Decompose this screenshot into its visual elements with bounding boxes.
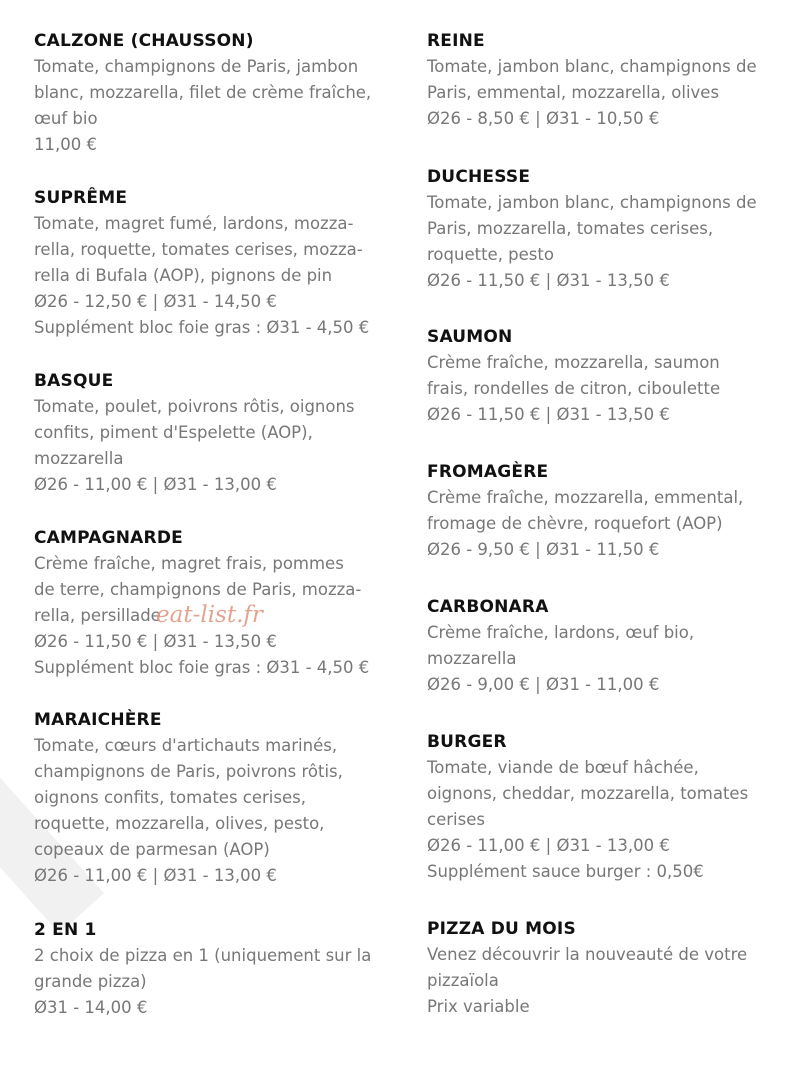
menu-item-name: DUCHESSE: [427, 167, 531, 187]
menu-item-description-line: Supplément bloc foie gras : Ø31 - 4,50 €: [34, 318, 370, 337]
menu-item-description-line: oignons, cheddar, mozzarella, tomates: [427, 784, 749, 803]
menu-item-description-line: mozzarella: [427, 649, 517, 668]
menu-item-description-line: Crème fraîche, lardons, œuf bio,: [427, 623, 695, 642]
menu-item-description-line: pizzaïola: [427, 971, 499, 990]
menu-item-name: BURGER: [427, 732, 507, 752]
menu-item: [34, 28, 394, 158]
menu-item: [34, 185, 394, 341]
menu-item-description-line: frais, rondelles de citron, ciboulette: [427, 379, 721, 398]
menu-item: [427, 916, 787, 1020]
watermark: eat-list.fr: [156, 602, 263, 628]
menu-item-name: CALZONE (CHAUSSON): [34, 31, 254, 51]
menu-item-description-line: Tomate, cœurs d'artichauts marinés,: [34, 736, 338, 755]
menu-item-description-line: Ø26 - 11,00 € | Ø31 - 13,00 €: [34, 475, 277, 494]
menu-item-description-line: Ø26 - 9,50 € | Ø31 - 11,50 €: [427, 540, 660, 559]
menu-item-description-line: mozzarella: [34, 449, 124, 468]
menu-item-description-line: rella, roquette, tomates cerises, mozza-: [34, 240, 363, 259]
menu-item-description-line: Venez découvrir la nouveauté de votre: [427, 945, 748, 964]
menu-item-description-line: Prix variable: [427, 997, 530, 1016]
menu-item-description-line: Tomate, viande de bœuf hâchée,: [427, 758, 699, 777]
menu-item-description-line: fromage de chèvre, roquefort (AOP): [427, 514, 723, 533]
menu-item-description-line: Ø26 - 12,50 € | Ø31 - 14,50 €: [34, 292, 277, 311]
menu-item: [427, 164, 787, 294]
menu-item-description-line: Ø26 - 8,50 € | Ø31 - 10,50 €: [427, 109, 660, 128]
menu-item-name: CAMPAGNARDE: [34, 528, 183, 548]
menu-item: [427, 324, 787, 428]
menu-item: [427, 594, 787, 698]
menu-item: [34, 368, 394, 498]
menu-item-description-line: rella, persillade: [34, 606, 161, 625]
menu-item-description-line: Ø26 - 11,00 € | Ø31 - 13,00 €: [427, 836, 670, 855]
menu-item-description-line: 2 choix de pizza en 1 (uniquement sur la: [34, 946, 372, 965]
menu-item-name: REINE: [427, 31, 485, 51]
menu-item-description-line: Paris, emmental, mozzarella, olives: [427, 83, 720, 102]
menu-item-description-line: cerises: [427, 810, 485, 829]
menu-item-description-line: œuf bio: [34, 109, 98, 128]
menu-item-name: SAUMON: [427, 327, 513, 347]
menu-item-description-line: confits, piment d'Espelette (AOP),: [34, 423, 313, 442]
menu-item-description-line: copeaux de parmesan (AOP): [34, 840, 270, 859]
menu-item-description-line: roquette, pesto: [427, 245, 554, 264]
menu-item-description-line: Ø26 - 11,50 € | Ø31 - 13,50 €: [427, 405, 670, 424]
menu-item-description-line: de terre, champignons de Paris, mozza-: [34, 580, 362, 599]
menu-item-description-line: Supplément bloc foie gras : Ø31 - 4,50 €: [34, 658, 370, 677]
menu-item-description-line: Crème fraîche, mozzarella, emmental,: [427, 488, 744, 507]
menu-item: [427, 459, 787, 563]
menu-item-description-line: Crème fraîche, magret frais, pommes: [34, 554, 344, 573]
menu-item-name: MARAICHÈRE: [34, 710, 162, 730]
menu-item-description-line: blanc, mozzarella, filet de crème fraîche,: [34, 83, 372, 102]
menu-item-description-line: Ø31 - 14,00 €: [34, 998, 148, 1017]
menu-item-name: FROMAGÈRE: [427, 462, 549, 482]
menu-item-description-line: Ø26 - 11,50 € | Ø31 - 13,50 €: [34, 632, 277, 651]
menu-item-name: CARBONARA: [427, 597, 549, 617]
menu-item-description-line: 11,00 €: [34, 135, 97, 154]
menu-item-name: 2 EN 1: [34, 920, 97, 940]
menu-item-name: SUPRÊME: [34, 188, 128, 208]
menu-item: [427, 729, 787, 885]
menu-item-name: PIZZA DU MOIS: [427, 919, 576, 939]
menu-item-description-line: champignons de Paris, poivrons rôtis,: [34, 762, 343, 781]
menu-item-description-line: grande pizza): [34, 972, 147, 991]
menu-item-description-line: Ø26 - 9,00 € | Ø31 - 11,00 €: [427, 675, 660, 694]
menu-item-description-line: Ø26 - 11,50 € | Ø31 - 13,50 €: [427, 271, 670, 290]
menu-item: [34, 917, 394, 1021]
menu-item-description-line: Ø26 - 11,00 € | Ø31 - 13,00 €: [34, 866, 277, 885]
menu-item-description-line: rella di Bufala (AOP), pignons de pin: [34, 266, 333, 285]
menu-item-description-line: Tomate, champignons de Paris, jambon: [34, 57, 359, 76]
menu-item-description-line: Crème fraîche, mozzarella, saumon: [427, 353, 720, 372]
menu-item-description-line: Supplément sauce burger : 0,50€: [427, 862, 704, 881]
menu-item-description-line: Tomate, poulet, poivrons rôtis, oignons: [34, 397, 355, 416]
menu-item-description-line: Paris, mozzarella, tomates cerises,: [427, 219, 714, 238]
menu-item-description-line: Tomate, jambon blanc, champignons de: [427, 57, 757, 76]
menu-item-description-line: Tomate, jambon blanc, champignons de: [427, 193, 757, 212]
menu-item-description-line: oignons confits, tomates cerises,: [34, 788, 306, 807]
menu-item-name: BASQUE: [34, 371, 114, 391]
menu-item-description-line: Tomate, magret fumé, lardons, mozza-: [34, 214, 354, 233]
menu-item-description-line: roquette, mozzarella, olives, pesto,: [34, 814, 325, 833]
menu-item: [34, 707, 394, 889]
menu-item: [427, 28, 787, 132]
